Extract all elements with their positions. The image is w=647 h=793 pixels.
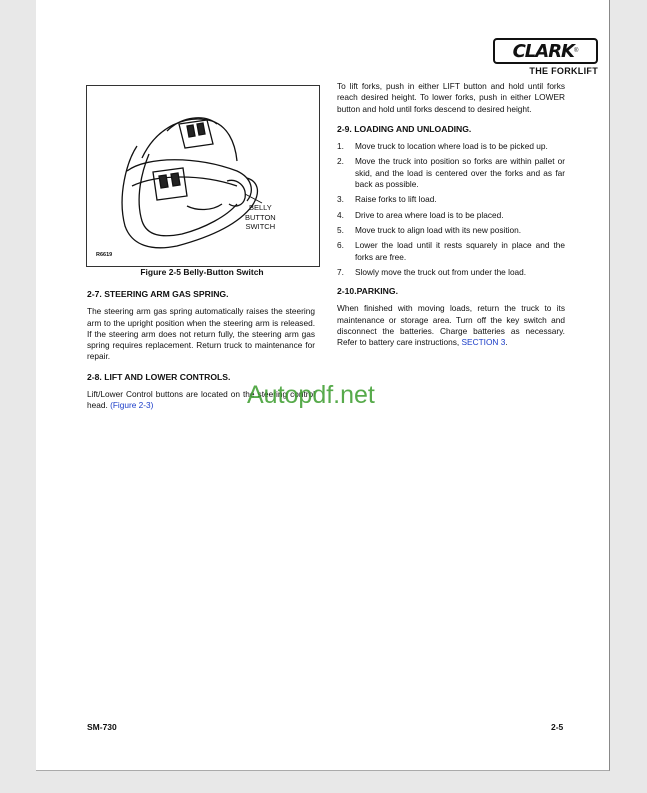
list-item [337, 194, 565, 205]
clark-logo-box [493, 38, 598, 64]
logo-word: CLARK [512, 40, 574, 62]
step-number: 3. [337, 194, 344, 205]
step-text: Lower the load until it rests squarely in place and the forks are free. [355, 240, 565, 262]
section-2-7-heading: 2-7. STEERING ARM GAS SPRING. [87, 289, 229, 299]
list-item [337, 156, 565, 190]
right-column [337, 81, 565, 358]
list-item [337, 267, 565, 278]
section-2-10-heading: 2-10.PARKING. [337, 286, 398, 297]
section-2-8-body: Lift/Lower Control buttons are located on the steering control head. [87, 389, 315, 411]
logo-tagline: THE FORKLIFT [529, 66, 598, 76]
step-text: Move truck to align load with its new position. [355, 224, 522, 235]
section-2-10-paragraph [337, 303, 565, 348]
figure-id: R6619 [96, 252, 113, 258]
lift-lower-intro: To lift forks, push in either LIFT button and hold until forks reach desired height. To lower forks, push in either LOWER button and hold until forks descend to desired height. [337, 81, 565, 114]
list-item [337, 240, 565, 263]
step-text: Move truck to location where load is to be picked up. [355, 141, 548, 152]
section-2-7-body: The steering arm gas spring automatically raises the steering arm to the upright position when the steering arm is released. If the steering arm does not return fully, the steering arm gas spring requires replacement. Return truck to maintenance for repair. [87, 306, 315, 362]
footer-page-number: 2-5 [551, 722, 564, 732]
step-number: 6. [337, 240, 344, 251]
callout-line-1: BELLY [248, 203, 272, 212]
step-number: 5. [337, 224, 344, 235]
section-2-10-end: . [505, 337, 508, 348]
list-item [337, 141, 565, 152]
step-text: Raise forks to lift load. [355, 194, 437, 205]
callout-line-3: SWITCH [245, 222, 276, 231]
figure-2-3-link[interactable]: (Figure 2-3) [110, 400, 154, 411]
loading-steps-list [337, 141, 565, 278]
logo-trademark: ® [574, 48, 579, 54]
section-2-10-body: When finished with moving loads, return the truck to its maintenance or storage area. Turn off the key switch and disconnect the batteries. Charge batteries as necessary. Refer to battery care instructions, [337, 303, 565, 348]
step-text: Move the truck into position so forks are within pallet or skid, and the load is centered over the forks and as far back as possible. [355, 156, 565, 190]
step-text: Slowly move the truck out from under the load. [355, 266, 527, 277]
list-item [337, 210, 565, 221]
belly-button-figure [86, 85, 320, 267]
step-number: 7. [337, 266, 344, 277]
list-item [337, 225, 565, 236]
clark-logo [493, 38, 598, 76]
step-text: Drive to area where load is to be placed. [355, 209, 504, 220]
figure-callout [245, 203, 276, 232]
watermark-text: Autopdf.net [247, 381, 375, 409]
belly-button-illustration [87, 86, 319, 266]
section-2-9-heading: 2-9. LOADING AND UNLOADING. [337, 123, 472, 134]
section-3-link[interactable]: SECTION 3 [461, 337, 506, 348]
footer-manual-number: SM-730 [87, 722, 117, 732]
section-2-8-heading: 2-8. LIFT AND LOWER CONTROLS. [87, 371, 231, 382]
figure-caption: Figure 2-5 Belly-Button Switch [140, 267, 264, 277]
step-number: 1. [337, 141, 344, 152]
step-number: 2. [337, 156, 344, 167]
step-number: 4. [337, 209, 344, 220]
callout-line-2: BUTTON [245, 212, 276, 222]
